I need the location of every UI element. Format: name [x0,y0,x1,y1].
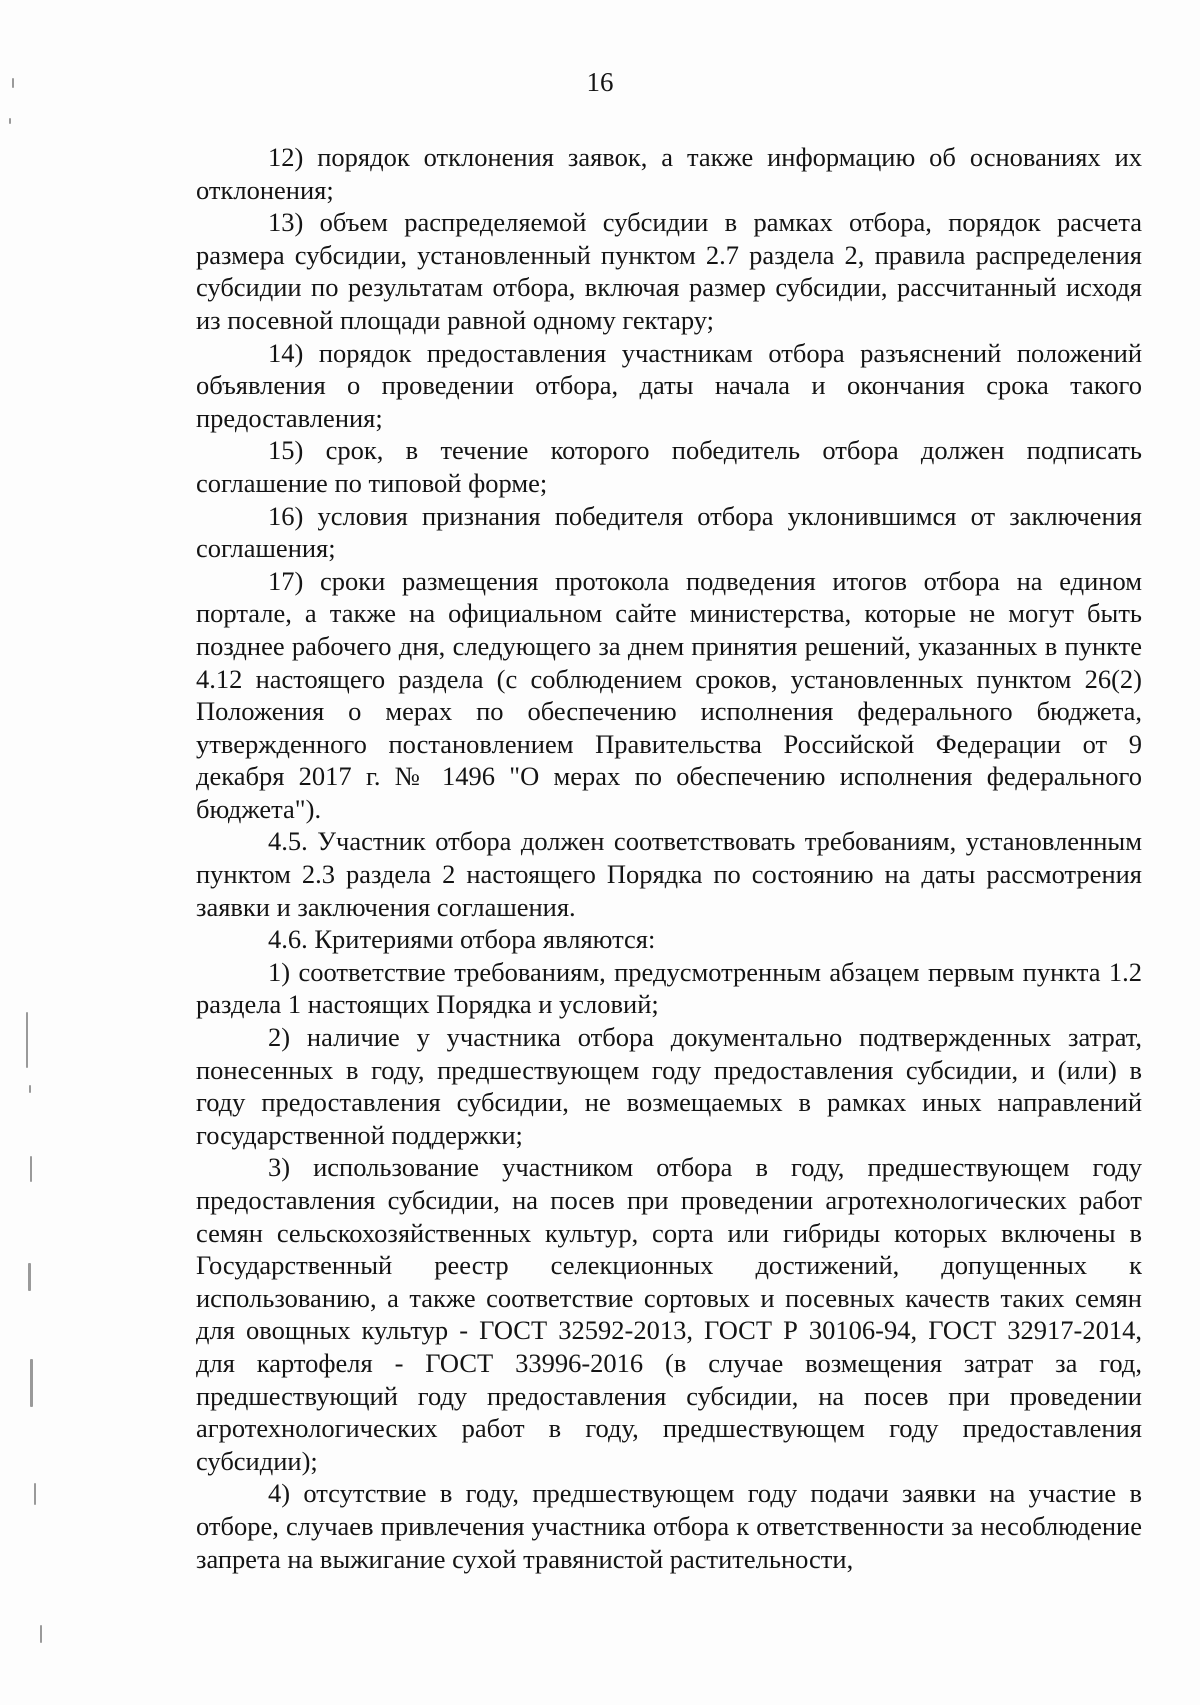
scan-artifact [30,1156,32,1182]
paragraph-criterion-4: 4) отсутствие в году, предшествующем году подачи заявки на участие в отборе, случаев привлечения участника отбора к ответственности за несоблюдение запрета на выжигание сухой травянистой растительности, [196,1478,1142,1574]
paragraph-item-13: 13) объем распределяемой субсидии в рамках отбора, порядок расчета размера субсидии, установленный пунктом 2.7 раздела 2, правила распределения субсидии по результатам отбора, включая размер субсидии, рассчитанный исходя из посевной площади равной одному гектару; [196,207,1142,335]
paragraph-item-12: 12) порядок отклонения заявок, а также информацию об основаниях их отклонения; [196,142,1142,205]
scan-artifact [40,1625,42,1643]
paragraph-clause-4-6: 4.6. Критериями отбора являются: [268,924,656,955]
paragraph-criterion-1: 1) соответствие требованиям, предусмотренным абзацем первым пункта 1.2 раздела 1 настоящих Порядка и условий; [196,956,1142,1020]
scan-artifact [30,1359,33,1407]
document-body [196,141,1142,1575]
scan-artifact [9,118,11,124]
scan-artifact [26,1012,28,1068]
paragraph-criterion-2: 2) наличие у участника отбора документально подтвержденных затрат, понесенных в году, предшествующем году предоставления субсидии, и (или) в году предоставления субсидии, не возмещаемых в рамках иных направлений государственной поддержки; [196,1022,1142,1150]
paragraph-item-16: 16) условия признания победителя отбора уклонившимся от заключения соглашения; [196,500,1142,564]
paragraph-item-14: 14) порядок предоставления участникам отбора разъяснений положений объявления о проведении отбора, даты начала и окончания срока такого предоставления; [196,337,1142,433]
page-number: 16 [586,67,614,97]
scan-artifact [28,1263,31,1291]
scan-artifact [34,1483,36,1505]
paragraph-item-17: 17) сроки размещения протокола подведения итогов отбора на едином портале, а также на официальном сайте министерства, которые не могут быть позднее рабочего дня, следующего за днем принятия решений, указанных в пункте 4.12 настоящего раздела (с соблюдением сроков, установленных пунктом 26(2) Положения о мерах по обеспечению исполнения федерального бюджета, утвержденного постановлением Правительства Российской Федерации от 9 декабря 2017 г. № 1496 "О мерах по обеспечению исполнения федерального бюджета"). [196,565,1142,824]
paragraph-criterion-3: 3) использование участником отбора в году, предшествующем году предоставления субсидии, на посев при проведении агротехнологических работ семян сельскохозяйственных культур, сорта или гибриды которых включены в Государственный реестр селекционных достижений, допущенных к использованию, а также соответствие сортовых и посевных качеств таких семян для овощных культур - ГОСТ 32592-2013, ГОСТ Р 30106-94, ГОСТ 32917-2014, для картофеля - ГОСТ 33996-2016 (в случае возмещения затрат за год, предшествующий году предоставления субсидии, на посев при проведении агротехнологических работ в году, предшествующем году предоставления субсидии); [196,1152,1142,1476]
paragraph-clause-4-5: 4.5. Участник отбора должен соответствовать требованиям, установленным пунктом 2.3 раздела 2 настоящего Порядка по состоянию на даты рассмотрения заявки и заключения соглашения. [196,826,1142,922]
paragraph-item-15: 15) срок, в течение которого победитель отбора должен подписать соглашение по типовой форме; [196,435,1142,498]
scan-artifact [29,1085,31,1093]
scan-artifact [12,78,14,88]
